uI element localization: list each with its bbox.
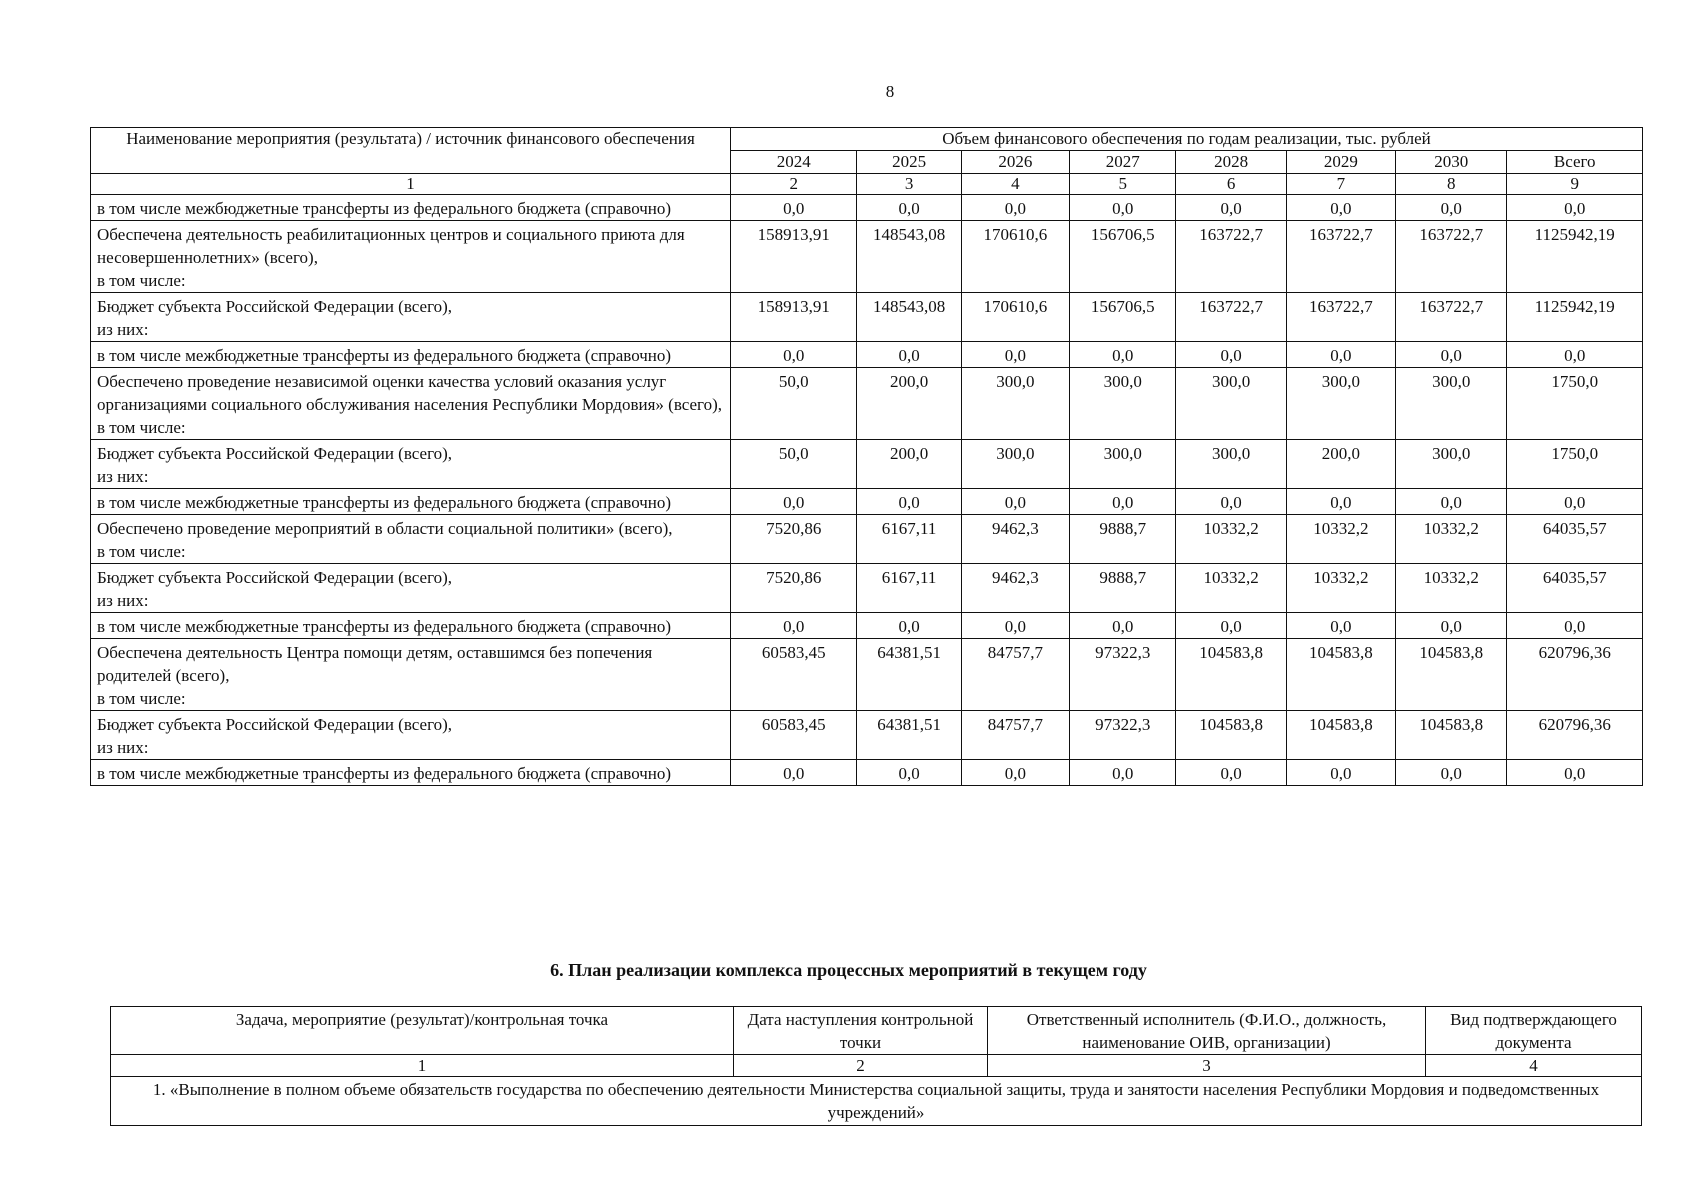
finance-row-value: 97322,3 <box>1070 711 1176 760</box>
finance-row-value: 300,0 <box>1176 440 1286 489</box>
finance-row-value: 9462,3 <box>961 515 1069 564</box>
finance-row-total: 0,0 <box>1507 342 1643 368</box>
finance-row-value: 104583,8 <box>1176 639 1286 711</box>
finance-row-value: 84757,7 <box>961 711 1069 760</box>
col-number: 5 <box>1070 174 1176 195</box>
finance-row-total: 64035,57 <box>1507 564 1643 613</box>
finance-row-total: 620796,36 <box>1507 711 1643 760</box>
col-number: 3 <box>857 174 961 195</box>
finance-header-year: 2024 <box>731 151 857 174</box>
finance-row <box>91 711 1643 760</box>
finance-row-value: 0,0 <box>1070 195 1176 221</box>
col-number: 1 <box>91 174 731 195</box>
col-number: 8 <box>1396 174 1507 195</box>
finance-row-value: 0,0 <box>857 195 961 221</box>
finance-row-value: 6167,11 <box>857 564 961 613</box>
plan-header-responsible: Ответственный исполнитель (Ф.И.О., должность, наименование ОИВ, организации) <box>988 1007 1426 1055</box>
finance-col-numbers-row <box>91 174 1643 195</box>
finance-row-value: 0,0 <box>857 489 961 515</box>
finance-header-year: 2028 <box>1176 151 1286 174</box>
finance-row-value: 104583,8 <box>1176 711 1286 760</box>
finance-row <box>91 760 1643 786</box>
finance-table <box>90 127 1643 786</box>
finance-row-total: 0,0 <box>1507 195 1643 221</box>
finance-row <box>91 489 1643 515</box>
finance-row-value: 200,0 <box>1286 440 1395 489</box>
finance-row-value: 163722,7 <box>1176 293 1286 342</box>
finance-row-value: 64381,51 <box>857 711 961 760</box>
finance-row-value: 0,0 <box>1396 342 1507 368</box>
finance-row-value: 158913,91 <box>731 293 857 342</box>
finance-row-total: 1750,0 <box>1507 368 1643 440</box>
finance-row-value: 0,0 <box>1070 760 1176 786</box>
finance-row-name: Бюджет субъекта Российской Федерации (всего), из них: <box>91 711 731 760</box>
col-number: 6 <box>1176 174 1286 195</box>
finance-row-value: 148543,08 <box>857 293 961 342</box>
finance-row-value: 0,0 <box>1286 195 1395 221</box>
finance-row <box>91 564 1643 613</box>
col-number: 4 <box>1426 1055 1642 1077</box>
finance-header-year: 2026 <box>961 151 1069 174</box>
finance-row-value: 6167,11 <box>857 515 961 564</box>
finance-row-value: 300,0 <box>1286 368 1395 440</box>
finance-row-value: 148543,08 <box>857 221 961 293</box>
finance-row-value: 0,0 <box>1176 613 1286 639</box>
finance-row <box>91 639 1643 711</box>
finance-row-value: 0,0 <box>731 342 857 368</box>
finance-row-total: 0,0 <box>1507 760 1643 786</box>
finance-row-total: 620796,36 <box>1507 639 1643 711</box>
finance-row <box>91 195 1643 221</box>
finance-row-name: Бюджет субъекта Российской Федерации (всего), из них: <box>91 440 731 489</box>
finance-row-value: 104583,8 <box>1396 639 1507 711</box>
finance-row-name: Обеспечено проведение мероприятий в области социальной политики» (всего), в том числе: <box>91 515 731 564</box>
finance-row-value: 0,0 <box>1070 342 1176 368</box>
finance-row-value: 300,0 <box>1176 368 1286 440</box>
finance-row-value: 10332,2 <box>1396 564 1507 613</box>
finance-row-name: Бюджет субъекта Российской Федерации (всего), из них: <box>91 293 731 342</box>
finance-row-total: 1125942,19 <box>1507 293 1643 342</box>
finance-row-value: 200,0 <box>857 368 961 440</box>
finance-row-value: 300,0 <box>1070 368 1176 440</box>
finance-row-value: 0,0 <box>1176 342 1286 368</box>
finance-row-value: 300,0 <box>961 368 1069 440</box>
finance-row-value: 9888,7 <box>1070 564 1176 613</box>
col-number: 1 <box>111 1055 734 1077</box>
finance-row-value: 200,0 <box>857 440 961 489</box>
finance-row-total: 0,0 <box>1507 489 1643 515</box>
finance-row-total: 1750,0 <box>1507 440 1643 489</box>
col-number: 9 <box>1507 174 1643 195</box>
plan-table <box>110 1006 1642 1126</box>
finance-row-value: 10332,2 <box>1286 564 1395 613</box>
finance-row-value: 170610,6 <box>961 293 1069 342</box>
finance-row-value: 9888,7 <box>1070 515 1176 564</box>
finance-row <box>91 293 1643 342</box>
col-number: 4 <box>961 174 1069 195</box>
finance-row-value: 0,0 <box>1286 613 1395 639</box>
finance-row-value: 163722,7 <box>1176 221 1286 293</box>
finance-row-name: Обеспечена деятельность Центра помощи детям, оставшимся без попечения родителей (всего), в том числе: <box>91 639 731 711</box>
finance-row-value: 104583,8 <box>1286 711 1395 760</box>
finance-row-value: 0,0 <box>1396 195 1507 221</box>
finance-row-value: 0,0 <box>857 613 961 639</box>
finance-row-value: 0,0 <box>1396 613 1507 639</box>
finance-row-value: 163722,7 <box>1286 293 1395 342</box>
finance-row-value: 60583,45 <box>731 711 857 760</box>
finance-row-name: в том числе межбюджетные трансферты из федерального бюджета (справочно) <box>91 195 731 221</box>
plan-header-task: Задача, мероприятие (результат)/контрольная точка <box>111 1007 734 1055</box>
finance-row-value: 10332,2 <box>1176 515 1286 564</box>
finance-row <box>91 221 1643 293</box>
plan-task-text: 1. «Выполнение в полном объеме обязательств государства по обеспечению деятельности Министерства социальной защиты, труда и занятости населения Республики Мордовия и подведомственных учреждений» <box>111 1077 1642 1126</box>
finance-row-value: 0,0 <box>1396 760 1507 786</box>
finance-row-value: 10332,2 <box>1396 515 1507 564</box>
finance-row-value: 0,0 <box>731 489 857 515</box>
plan-task-row <box>111 1077 1642 1126</box>
finance-row-value: 0,0 <box>961 342 1069 368</box>
finance-row-value: 10332,2 <box>1176 564 1286 613</box>
finance-header-row <box>91 128 1643 151</box>
finance-row-name: в том числе межбюджетные трансферты из федерального бюджета (справочно) <box>91 342 731 368</box>
finance-row-value: 300,0 <box>961 440 1069 489</box>
finance-row-value: 300,0 <box>1070 440 1176 489</box>
finance-row-value: 0,0 <box>961 489 1069 515</box>
finance-row-value: 0,0 <box>961 195 1069 221</box>
finance-row-value: 50,0 <box>731 440 857 489</box>
finance-row-value: 10332,2 <box>1286 515 1395 564</box>
col-number: 3 <box>988 1055 1426 1077</box>
finance-row-value: 0,0 <box>1176 489 1286 515</box>
finance-row-value: 0,0 <box>731 613 857 639</box>
finance-row-value: 50,0 <box>731 368 857 440</box>
finance-row-value: 9462,3 <box>961 564 1069 613</box>
finance-header-name: Наименование мероприятия (результата) / источник финансового обеспечения <box>91 128 731 174</box>
finance-row-total: 0,0 <box>1507 613 1643 639</box>
col-number: 7 <box>1286 174 1395 195</box>
finance-row-value: 170610,6 <box>961 221 1069 293</box>
finance-row-value: 0,0 <box>857 342 961 368</box>
finance-row-value: 0,0 <box>961 760 1069 786</box>
finance-row-value: 0,0 <box>731 760 857 786</box>
finance-row-value: 0,0 <box>1286 342 1395 368</box>
finance-row-value: 0,0 <box>1396 489 1507 515</box>
finance-row-name: в том числе межбюджетные трансферты из федерального бюджета (справочно) <box>91 489 731 515</box>
finance-row-value: 0,0 <box>1286 489 1395 515</box>
finance-header-year: 2029 <box>1286 151 1395 174</box>
finance-row-name: в том числе межбюджетные трансферты из федерального бюджета (справочно) <box>91 760 731 786</box>
finance-row-value: 0,0 <box>1176 195 1286 221</box>
col-number: 2 <box>731 174 857 195</box>
finance-header-year: 2027 <box>1070 151 1176 174</box>
page-number: 8 <box>885 82 895 101</box>
finance-row-value: 7520,86 <box>731 515 857 564</box>
finance-row-value: 84757,7 <box>961 639 1069 711</box>
finance-row <box>91 342 1643 368</box>
section-title: 6. План реализации комплекса процессных мероприятий в текущем году <box>550 960 1147 980</box>
finance-row-value: 300,0 <box>1396 440 1507 489</box>
finance-row-name: Обеспечена деятельность реабилитационных центров и социального приюта для несовершеннолетних» (всего), в том числе: <box>91 221 731 293</box>
finance-row-name: в том числе межбюджетные трансферты из федерального бюджета (справочно) <box>91 613 731 639</box>
finance-row-value: 64381,51 <box>857 639 961 711</box>
col-number: 2 <box>734 1055 988 1077</box>
finance-row <box>91 515 1643 564</box>
finance-row-total: 1125942,19 <box>1507 221 1643 293</box>
finance-row-value: 163722,7 <box>1286 221 1395 293</box>
finance-header-year: 2025 <box>857 151 961 174</box>
finance-row-value: 0,0 <box>1070 489 1176 515</box>
finance-row-value: 7520,86 <box>731 564 857 613</box>
finance-row-value: 156706,5 <box>1070 221 1176 293</box>
finance-row-name: Бюджет субъекта Российской Федерации (всего), из них: <box>91 564 731 613</box>
finance-row <box>91 613 1643 639</box>
finance-row-value: 156706,5 <box>1070 293 1176 342</box>
plan-header-row <box>111 1007 1642 1055</box>
finance-row-value: 0,0 <box>1176 760 1286 786</box>
finance-row-value: 0,0 <box>1070 613 1176 639</box>
finance-row-value: 158913,91 <box>731 221 857 293</box>
finance-row <box>91 368 1643 440</box>
finance-header-total: Всего <box>1507 151 1643 174</box>
finance-row-value: 60583,45 <box>731 639 857 711</box>
plan-col-numbers-row <box>111 1055 1642 1077</box>
finance-row-value: 300,0 <box>1396 368 1507 440</box>
finance-row-value: 104583,8 <box>1286 639 1395 711</box>
finance-header-volume: Объем финансового обеспечения по годам реализации, тыс. рублей <box>731 128 1643 151</box>
finance-row-value: 104583,8 <box>1396 711 1507 760</box>
plan-header-document: Вид подтверждающего документа <box>1426 1007 1642 1055</box>
finance-row <box>91 440 1643 489</box>
finance-row-value: 0,0 <box>1286 760 1395 786</box>
finance-row-value: 163722,7 <box>1396 293 1507 342</box>
finance-header-year: 2030 <box>1396 151 1507 174</box>
finance-row-value: 0,0 <box>731 195 857 221</box>
finance-row-value: 0,0 <box>961 613 1069 639</box>
finance-row-total: 64035,57 <box>1507 515 1643 564</box>
finance-row-value: 0,0 <box>857 760 961 786</box>
finance-row-name: Обеспечено проведение независимой оценки качества условий оказания услуг организациями социального обслуживания населения Республики Мордовия» (всего), в том числе: <box>91 368 731 440</box>
finance-row-value: 163722,7 <box>1396 221 1507 293</box>
plan-header-date: Дата наступления контрольной точки <box>734 1007 988 1055</box>
finance-row-value: 97322,3 <box>1070 639 1176 711</box>
